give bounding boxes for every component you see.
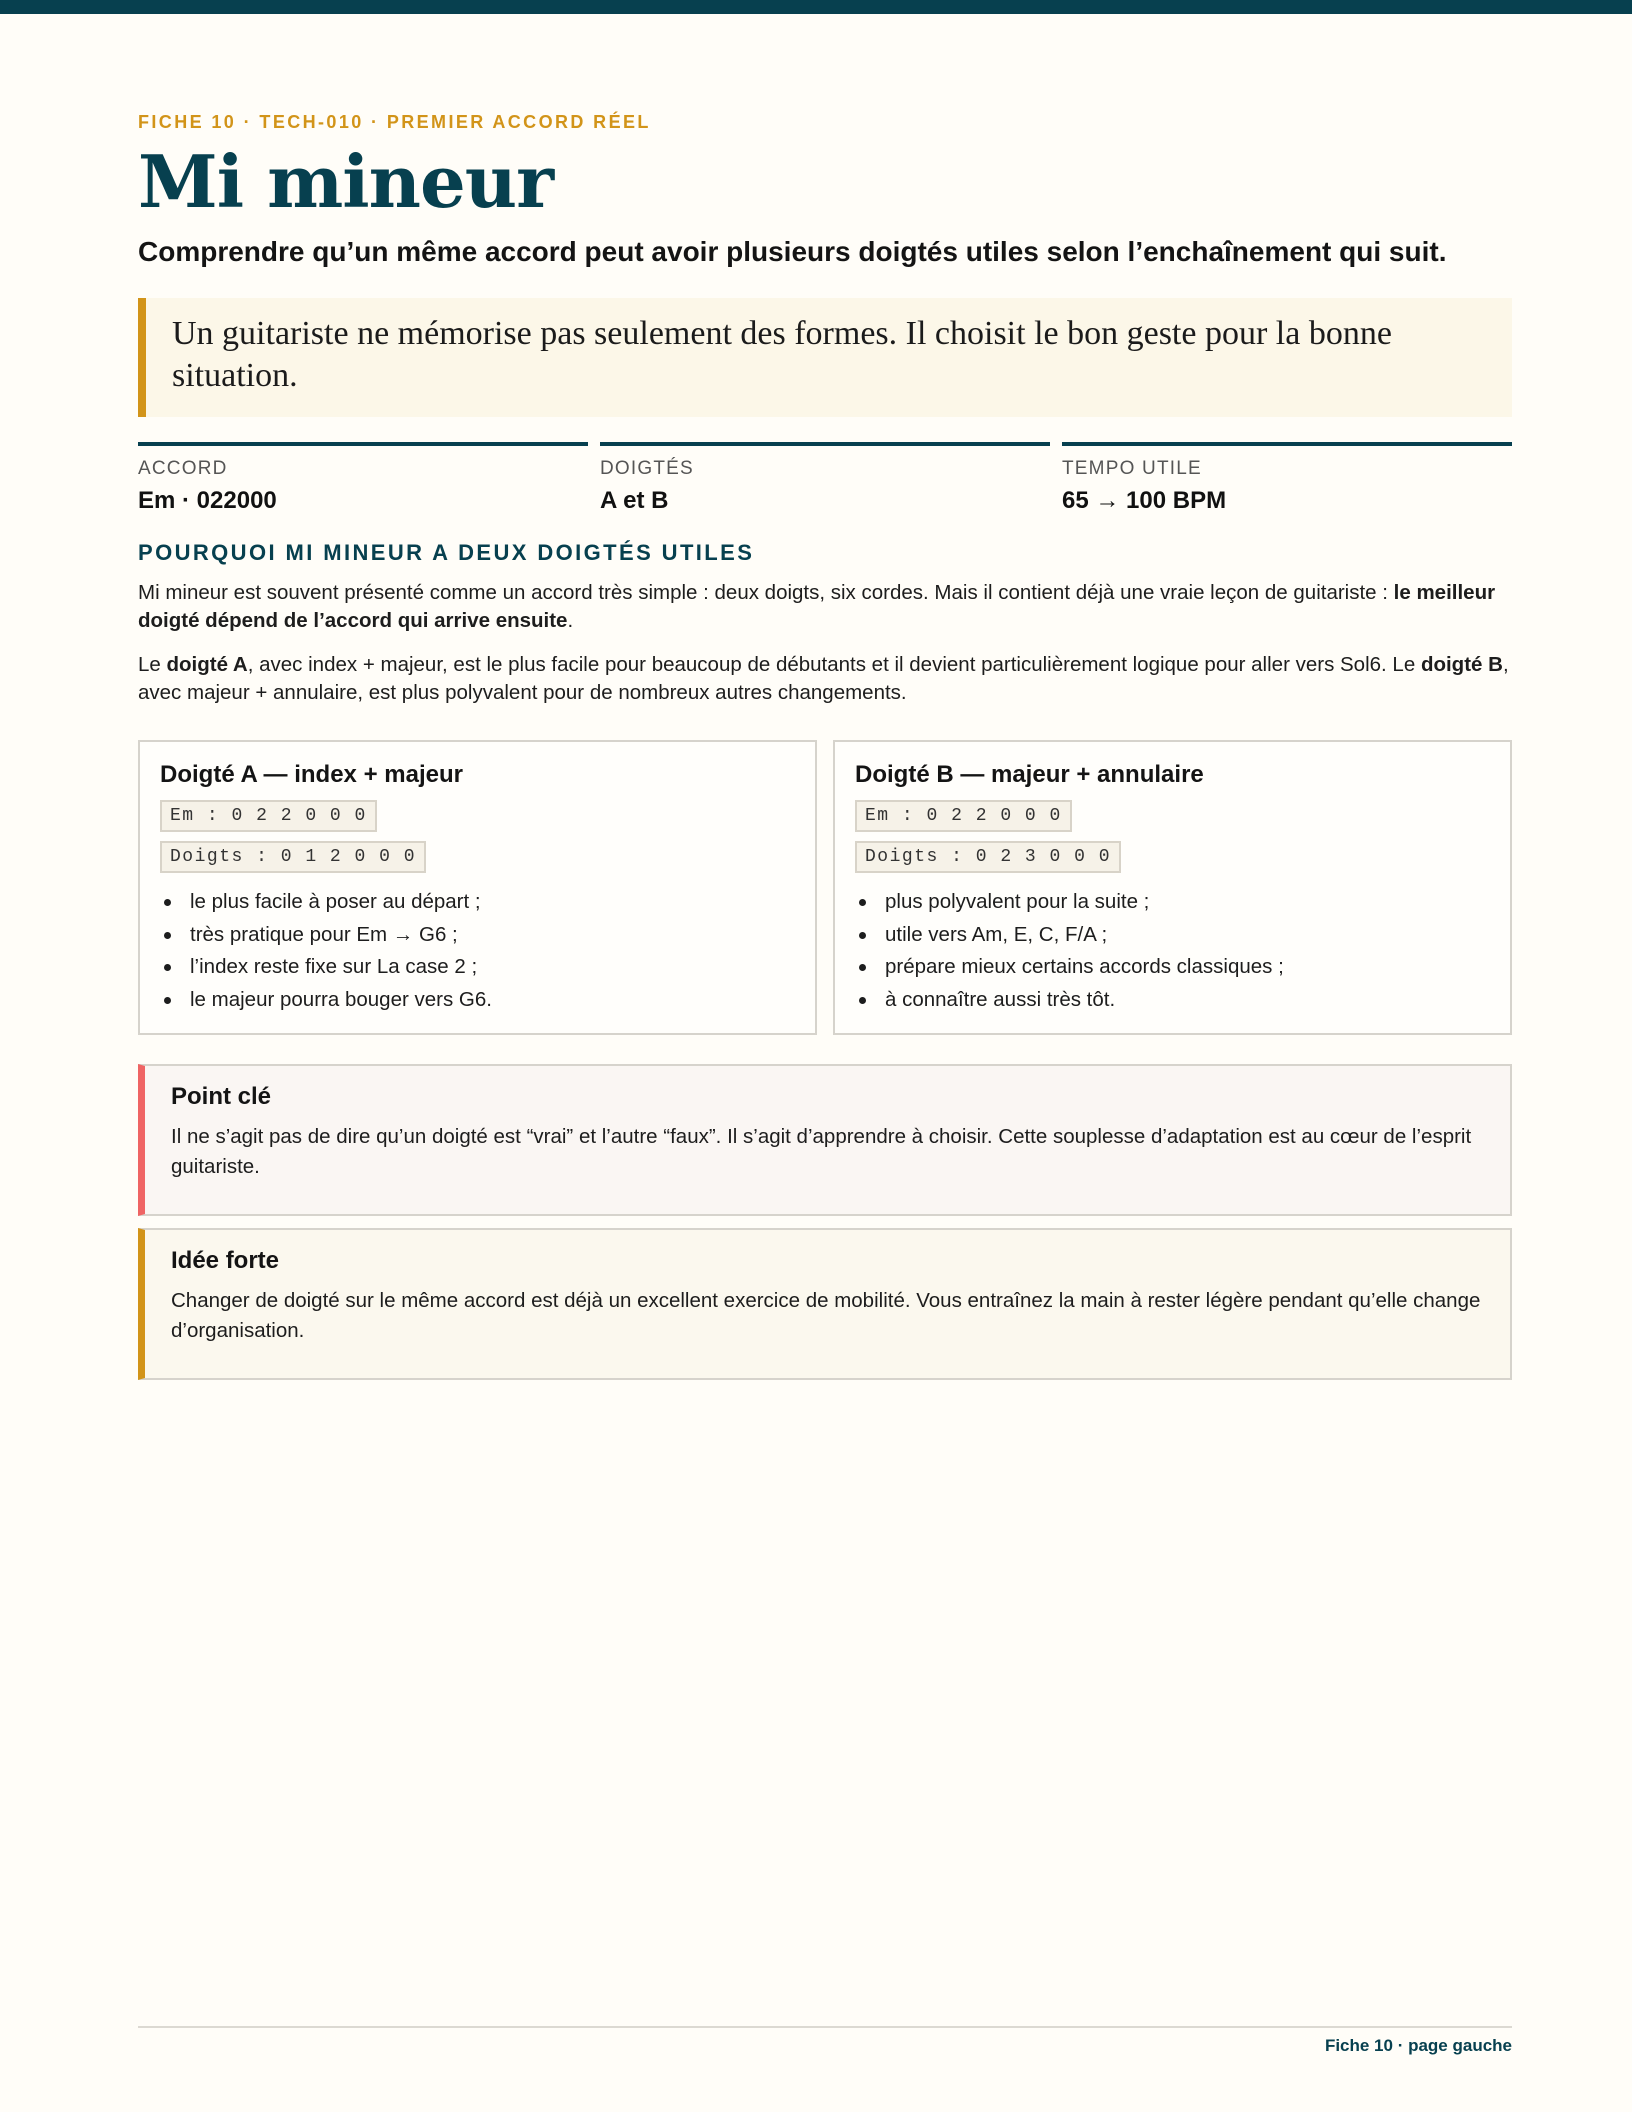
list-item: le majeur pourra bouger vers G6. — [160, 984, 795, 1017]
list-item: très pratique pour Em → G6 ; — [160, 919, 795, 952]
emphasis-text: doigté A — [166, 653, 248, 676]
chord-code: Em : 0 2 2 0 0 0 — [160, 800, 377, 832]
list-item: plus polyvalent pour la suite ; — [855, 886, 1490, 919]
top-accent-bar — [0, 0, 1632, 14]
meta-value: Em · 022000 — [138, 487, 277, 514]
list-item: l’index reste fixe sur La case 2 ; — [160, 951, 795, 984]
list-item: à connaître aussi très tôt. — [855, 984, 1490, 1017]
bullet-list — [160, 886, 795, 1016]
meta-value: 65 → 100 BPM — [1062, 487, 1227, 514]
meta-label: TEMPO UTILE — [1062, 458, 1202, 479]
intro-quote: Un guitariste ne mémorise pas seulement des formes. Il choisit le bon geste pour la bonne situation. — [138, 298, 1512, 417]
card-title: Doigté A — index + majeur — [160, 761, 463, 788]
meta-value: A et B — [600, 487, 669, 514]
page-subtitle: Comprendre qu’un même accord peut avoir plusieurs doigtés utiles selon l’enchaînement qui suit. — [138, 236, 1447, 267]
footer-divider — [138, 2026, 1512, 2028]
meta-tempo — [1062, 442, 1512, 516]
code-group — [160, 800, 795, 882]
text-run: , avec index + majeur, est le plus facile pour beaucoup de débutants et il devient particulièrement logique pour aller vers Sol6. Le — [247, 653, 1421, 676]
emphasis-text: le meilleur doigté dépend de l’accord qui arrive ensuite — [138, 581, 1496, 632]
meta-row — [138, 442, 1512, 512]
fingering-card-b — [833, 740, 1512, 1035]
list-item: le plus facile à poser au départ ; — [160, 886, 795, 919]
emphasis-text: doigté B — [1420, 653, 1503, 676]
callout-text: Changer de doigté sur le même accord est déjà un excellent exercice de mobilité. Vous entraînez la main à rester légère pendant qu’elle change d’organisation. — [171, 1289, 1481, 1342]
text-run: , avec majeur + annulaire, est plus polyvalent pour de nombreux autres changements. — [138, 653, 1509, 704]
paragraph-intro — [138, 579, 1512, 635]
fingering-card-a — [138, 740, 817, 1035]
card-title: Doigté B — majeur + annulaire — [855, 761, 1204, 788]
paragraph-fingerings — [138, 651, 1512, 707]
finger-code: Doigts : 0 2 3 0 0 0 — [855, 841, 1121, 873]
page-title: Mi mineur — [138, 139, 554, 224]
bullet-list — [855, 886, 1490, 1016]
meta-accord — [138, 442, 588, 516]
callout-title: Idée forte — [171, 1247, 280, 1274]
text-run: Mi mineur est souvent présenté comme un accord très simple : deux doigts, six cordes. Mais il contient déjà une vraie leçon de guitariste : — [138, 581, 1394, 604]
meta-label: ACCORD — [138, 458, 228, 479]
meta-label: DOIGTÉS — [600, 458, 694, 479]
callout-strong-idea — [138, 1228, 1512, 1380]
callout-text: Il ne s’agit pas de dire qu’un doigté est “vrai” et l’autre “faux”. Il s’agit d’apprendre à choisir. Cette souplesse d’adaptation est au cœur de l’esprit guitariste. — [171, 1125, 1472, 1178]
section-heading: POURQUOI MI MINEUR A DEUX DOIGTÉS UTILES — [138, 540, 755, 565]
chord-code: Em : 0 2 2 0 0 0 — [855, 800, 1072, 832]
text-run: . — [567, 609, 574, 632]
callout-title: Point clé — [171, 1083, 272, 1110]
footer-page-label: Fiche 10 · page gauche — [1324, 2036, 1512, 2055]
callout-key-point — [138, 1064, 1512, 1216]
code-group — [855, 800, 1490, 882]
meta-doigtes — [600, 442, 1050, 516]
finger-code: Doigts : 0 1 2 0 0 0 — [160, 841, 426, 873]
sheet-kicker: FICHE 10 · TECH-010 · PREMIER ACCORD RÉEL — [138, 112, 651, 132]
text-run: Le — [138, 653, 167, 676]
list-item: prépare mieux certains accords classiques ; — [855, 951, 1490, 984]
list-item: utile vers Am, E, C, F/A ; — [855, 919, 1490, 952]
